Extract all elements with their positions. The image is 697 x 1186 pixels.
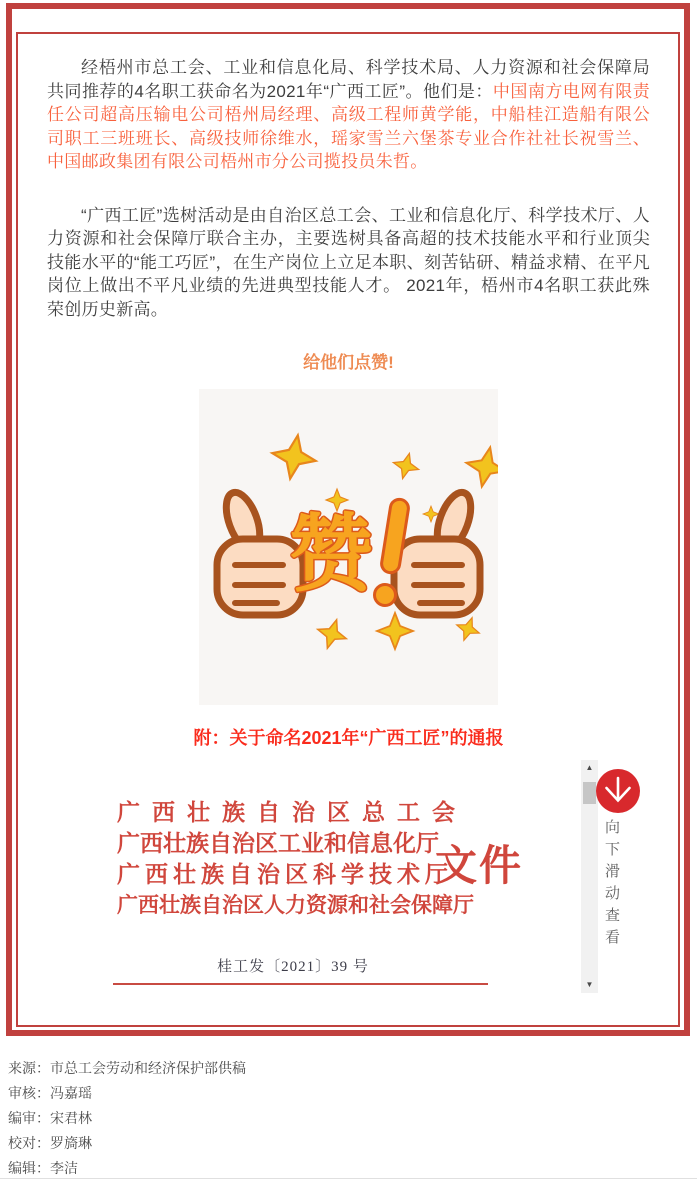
letterhead-line: 广西壮族自治区科学技术厅 bbox=[117, 862, 453, 887]
attachment-title: 附：关于命名2021年“广西工匠”的通报 bbox=[193, 728, 504, 748]
letterhead-line: 广西壮族自治区工业和信息化厅 bbox=[117, 831, 439, 856]
footer-editor: 编辑：李洁 bbox=[8, 1160, 78, 1176]
footer-proofreader: 校对：罗旖琳 bbox=[8, 1135, 92, 1151]
footer-reviewer: 审核：冯嘉瑶 bbox=[8, 1085, 92, 1101]
scrollbar-down-arrow-icon[interactable]: ▼ bbox=[585, 980, 594, 989]
article-frame bbox=[6, 3, 690, 1036]
scroll-down-circle-icon bbox=[596, 769, 640, 813]
cheer-line: 给他们点赞! bbox=[303, 353, 394, 372]
document-type-label: 文件 bbox=[435, 844, 524, 890]
document-preview[interactable] bbox=[47, 763, 650, 1021]
letterhead-line: 广西壮族自治区总工会 bbox=[117, 800, 467, 825]
scrollbar-up-arrow-icon[interactable]: ▲ bbox=[585, 763, 594, 772]
scroll-down-hint: 向下滑动查看 bbox=[603, 819, 620, 951]
thumbs-up-like-image bbox=[199, 389, 498, 705]
document-red-rule bbox=[113, 983, 488, 985]
paragraph-intro-highlight: 中国南方电网有限责任公司超高压输电公司梧州局经理、高级工程师黄学能，中船桂江造船有限公司职工三班班长、高级技师徐维水，瑶家雪兰六堡茶专业合作社社长祝雪兰、中国邮政集团有限公司梧州市分公司揽投员朱哲。 bbox=[47, 81, 651, 171]
paragraph-intro-text: 经梧州市总工会、工业和信息化局、科学技术局、人力资源和社会保障局共同推荐的4名职工获命名为2021年“广西工匠”。他们是： bbox=[47, 58, 650, 101]
zan-character: 赞 bbox=[288, 507, 374, 601]
paragraph-activity: “广西工匠”选树活动是由自治区总工会、工业和信息化厅、科学技术厅、人力资源和社会保障厅联合主办，主要选树具备高超的技术技能水平和行业顶尖技能水平的“能工巧匠”，在生产岗位上立足本职、刻苦钻研、精益求精、在平凡岗位上做出不平凡业绩的先进典型技能人才。 2021年，梧州市4名职工获此殊荣创历史新高。 bbox=[47, 205, 650, 319]
footer-chief-editor: 编审：宋君林 bbox=[8, 1110, 92, 1126]
scrollbar-thumb[interactable] bbox=[583, 782, 596, 804]
article-footer bbox=[0, 1061, 697, 1186]
letterhead-line: 广西壮族自治区人力资源和社会保障厅 bbox=[117, 893, 474, 917]
thumbs-up-illustration bbox=[199, 389, 498, 705]
footer-source: 来源：市总工会劳动和经济保护部供稿 bbox=[8, 1060, 246, 1076]
document-number: 桂工发〔2021〕39 号 bbox=[217, 959, 369, 975]
bottom-divider bbox=[0, 1178, 697, 1179]
article-content bbox=[18, 34, 678, 1021]
article-frame-inner bbox=[16, 32, 680, 1027]
paragraph-intro bbox=[47, 56, 650, 174]
